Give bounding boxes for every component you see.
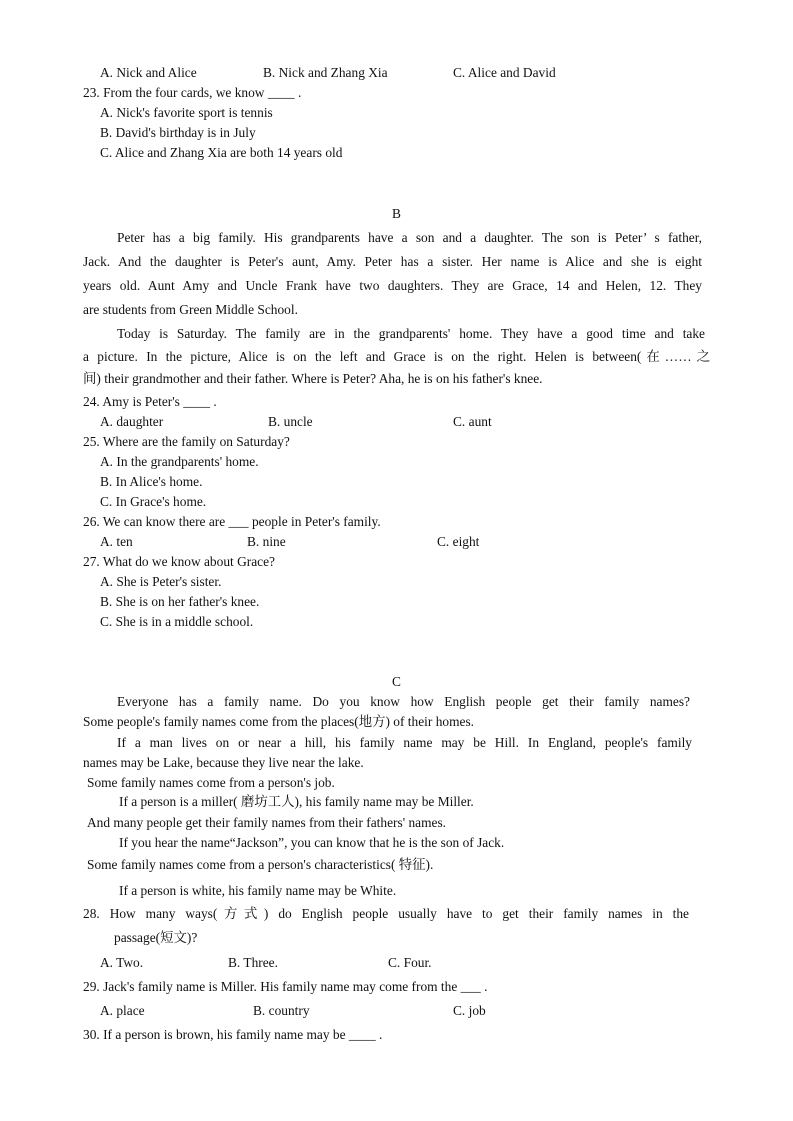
- q25-option-a: A. In the grandparents' home.: [100, 454, 259, 469]
- q26-option-c: C. eight: [437, 534, 480, 549]
- q25-question: 25. Where are the family on Saturday?: [83, 434, 290, 449]
- section-c-line5: Some family names come from a person's job.: [87, 775, 335, 790]
- section-c-line4: names may be Lake, because they live near the lake.: [83, 755, 364, 770]
- q22-option-c: C. Alice and David: [453, 65, 556, 80]
- section-c-line9: Some family names come from a person's characteristics( 特征).: [87, 857, 434, 872]
- section-b-para1-line2: Jack. And the daughter is Peter's aunt, Amy. Peter has a sister. Her name is Alice and she is eight: [83, 254, 702, 269]
- q25-option-b: B. In Alice's home.: [100, 474, 203, 489]
- q22-option-a: A. Nick and Alice: [100, 65, 197, 80]
- q29-question: 29. Jack's family name is Miller. His family name may come from the ___ .: [83, 979, 488, 994]
- section-b-para2-line3: 间) their grandmother and their father. Where is Peter? Aha, he is on his father's knee.: [83, 371, 543, 386]
- section-b-para2-line1: Today is Saturday. The family are in the grandparents' home. They have a good time and take: [117, 326, 705, 341]
- q29-option-c: C. job: [453, 1003, 486, 1018]
- section-c-line8: If you hear the name“Jackson”, you can know that he is the son of Jack.: [119, 835, 505, 850]
- q26-option-a: A. ten: [100, 534, 133, 549]
- q29-option-a: A. place: [100, 1003, 145, 1018]
- section-b-para1-line3: years old. Aunt Amy and Uncle Frank have two daughters. They are Grace, 14 and Helen, 12. They: [83, 278, 702, 293]
- q27-option-a: A. She is Peter's sister.: [100, 574, 222, 589]
- section-c-line7: And many people get their family names from their fathers' names.: [87, 815, 447, 830]
- q24-question: 24. Amy is Peter's ____ .: [83, 394, 217, 409]
- q28-option-a: A. Two.: [100, 955, 144, 970]
- q28-question-line2: passage(短文)?: [114, 930, 198, 945]
- section-b-para1-line4: are students from Green Middle School.: [83, 302, 298, 317]
- q24-option-a: A. daughter: [100, 414, 164, 429]
- q30-question: 30. If a person is brown, his family name may be ____ .: [83, 1027, 383, 1042]
- q27-option-c: C. She is in a middle school.: [100, 614, 254, 629]
- section-b-para1-line1: Peter has a big family. His grandparents have a son and a daughter. The son is Peter’ s father,: [117, 230, 702, 245]
- section-c-line2: Some people's family names come from the places(地方) of their homes.: [83, 714, 475, 729]
- section-b-para2-line2: a picture. In the picture, Alice is on the left and Grace is on the right. Helen is between(在……之: [83, 349, 710, 364]
- q23-question: 23. From the four cards, we know ____ .: [83, 85, 302, 100]
- section-c-heading: C: [392, 674, 401, 689]
- section-c-line10: If a person is white, his family name may be White.: [119, 883, 397, 898]
- q26-question: 26. We can know there are ___ people in Peter's family.: [83, 514, 381, 529]
- q23-option-a: A. Nick's favorite sport is tennis: [100, 105, 273, 120]
- q24-option-b: B. uncle: [268, 414, 313, 429]
- q27-option-b: B. She is on her father's knee.: [100, 594, 260, 609]
- q29-option-b: B. country: [253, 1003, 310, 1018]
- section-c-line1: Everyone has a family name. Do you know how English people get their family names?: [117, 694, 690, 709]
- q28-question-line1: 28. How many ways(方式) do English people usually have to get their family names in the: [83, 906, 689, 921]
- section-b-heading: B: [392, 206, 401, 221]
- q26-option-b: B. nine: [247, 534, 286, 549]
- q28-option-b: B. Three.: [228, 955, 278, 970]
- section-c-line3: If a man lives on or near a hill, his family name may be Hill. In England, people's family: [117, 735, 692, 750]
- q24-option-c: C. aunt: [453, 414, 492, 429]
- q22-option-b: B. Nick and Zhang Xia: [263, 65, 388, 80]
- q23-option-c: C. Alice and Zhang Xia are both 14 years old: [100, 145, 343, 160]
- q28-option-c: C. Four.: [388, 955, 432, 970]
- section-c-line6: If a person is a miller( 磨坊工人), his family name may be Miller.: [119, 794, 474, 809]
- q25-option-c: C. In Grace's home.: [100, 494, 207, 509]
- q23-option-b: B. David's birthday is in July: [100, 125, 256, 140]
- q27-question: 27. What do we know about Grace?: [83, 554, 275, 569]
